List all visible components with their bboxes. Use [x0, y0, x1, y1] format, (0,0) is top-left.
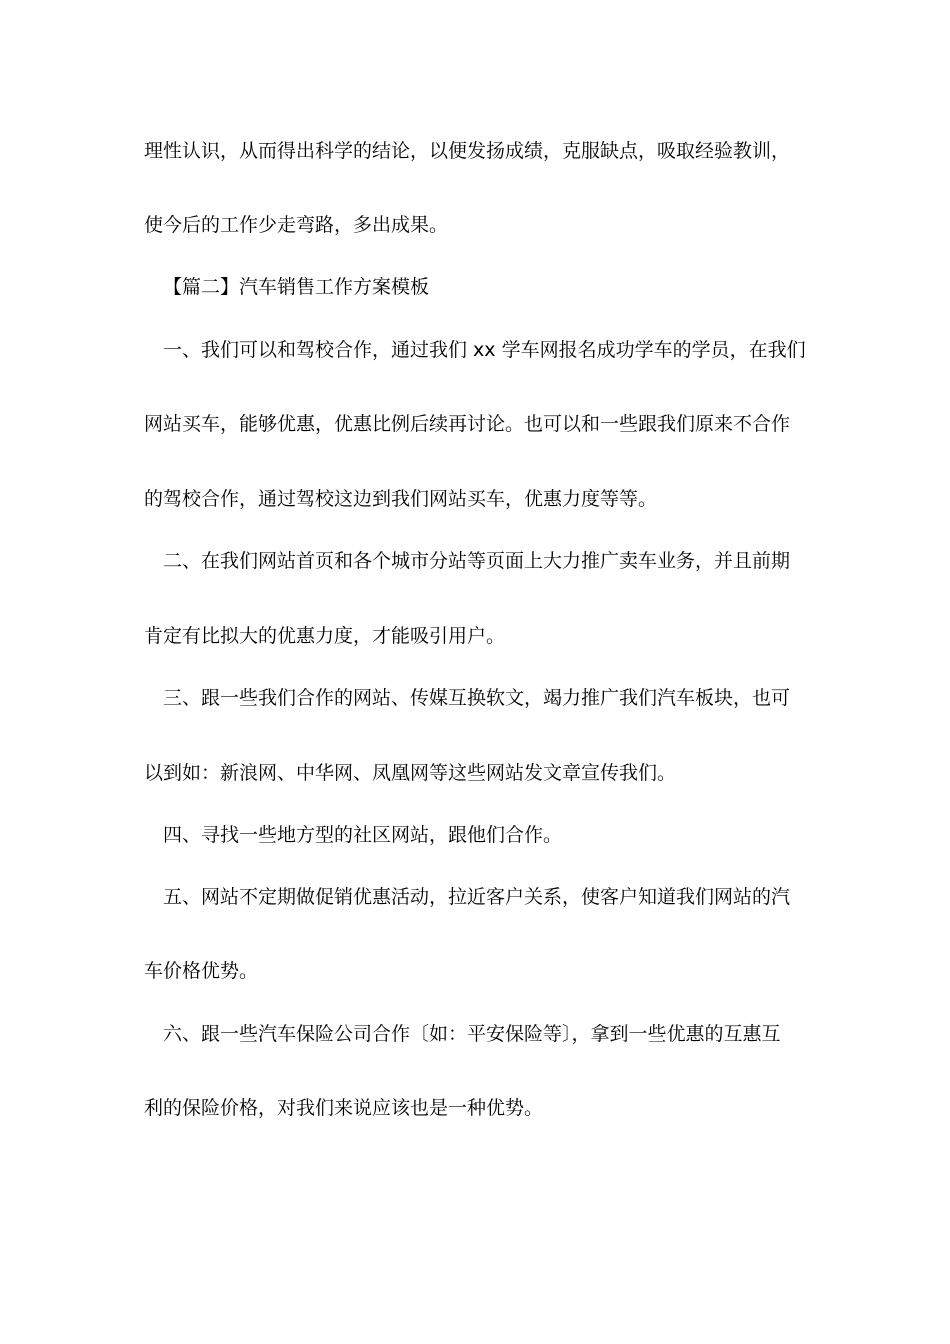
paragraph-line: 利的保险价格，对我们来说应该也是一种优势。: [144, 1097, 544, 1119]
paragraph-line: 以到如：新浪网、中华网、凤凰网等这些网站发文章宣传我们。: [144, 762, 677, 784]
paragraph-line: 五、网站不定期做促销优惠活动，拉近客户关系，使客户知道我们网站的汽: [163, 886, 791, 908]
paragraph-line: 肯定有比拟大的优惠力度，才能吸引用户。: [144, 625, 506, 647]
paragraph-line: 理性认识，从而得出科学的结论，以便发扬成绩，克服缺点，吸取经验教训，: [144, 140, 791, 162]
paragraph-line: 二、在我们网站首页和各个城市分站等页面上大力推广卖车业务，并且前期: [163, 550, 791, 572]
paragraph-line: 六、跟一些汽车保险公司合作〔如：平安保险等〕，拿到一些优惠的互惠互: [163, 1023, 781, 1045]
paragraph-line: 一、我们可以和驾校合作，通过我们 xx 学车网报名成功学车的学员，在我们: [163, 339, 806, 361]
paragraph-line: 三、跟一些我们合作的网站、传媒互换软文，竭力推广我们汽车板块，也可: [163, 687, 791, 709]
paragraph-line: 车价格优势。: [144, 960, 259, 982]
paragraph-line: 使今后的工作少走弯路，多出成果。: [144, 214, 449, 236]
paragraph-line: 四、寻找一些地方型的社区网站，跟他们合作。: [163, 824, 563, 846]
section-heading: 【篇二】汽车销售工作方案模板: [163, 276, 430, 298]
paragraph-line: 的驾校合作，通过驾校这边到我们网站买车，优惠力度等等。: [144, 488, 658, 510]
paragraph-line: 网站买车，能够优惠，优惠比例后续再讨论。也可以和一些跟我们原来不合作: [144, 413, 791, 435]
